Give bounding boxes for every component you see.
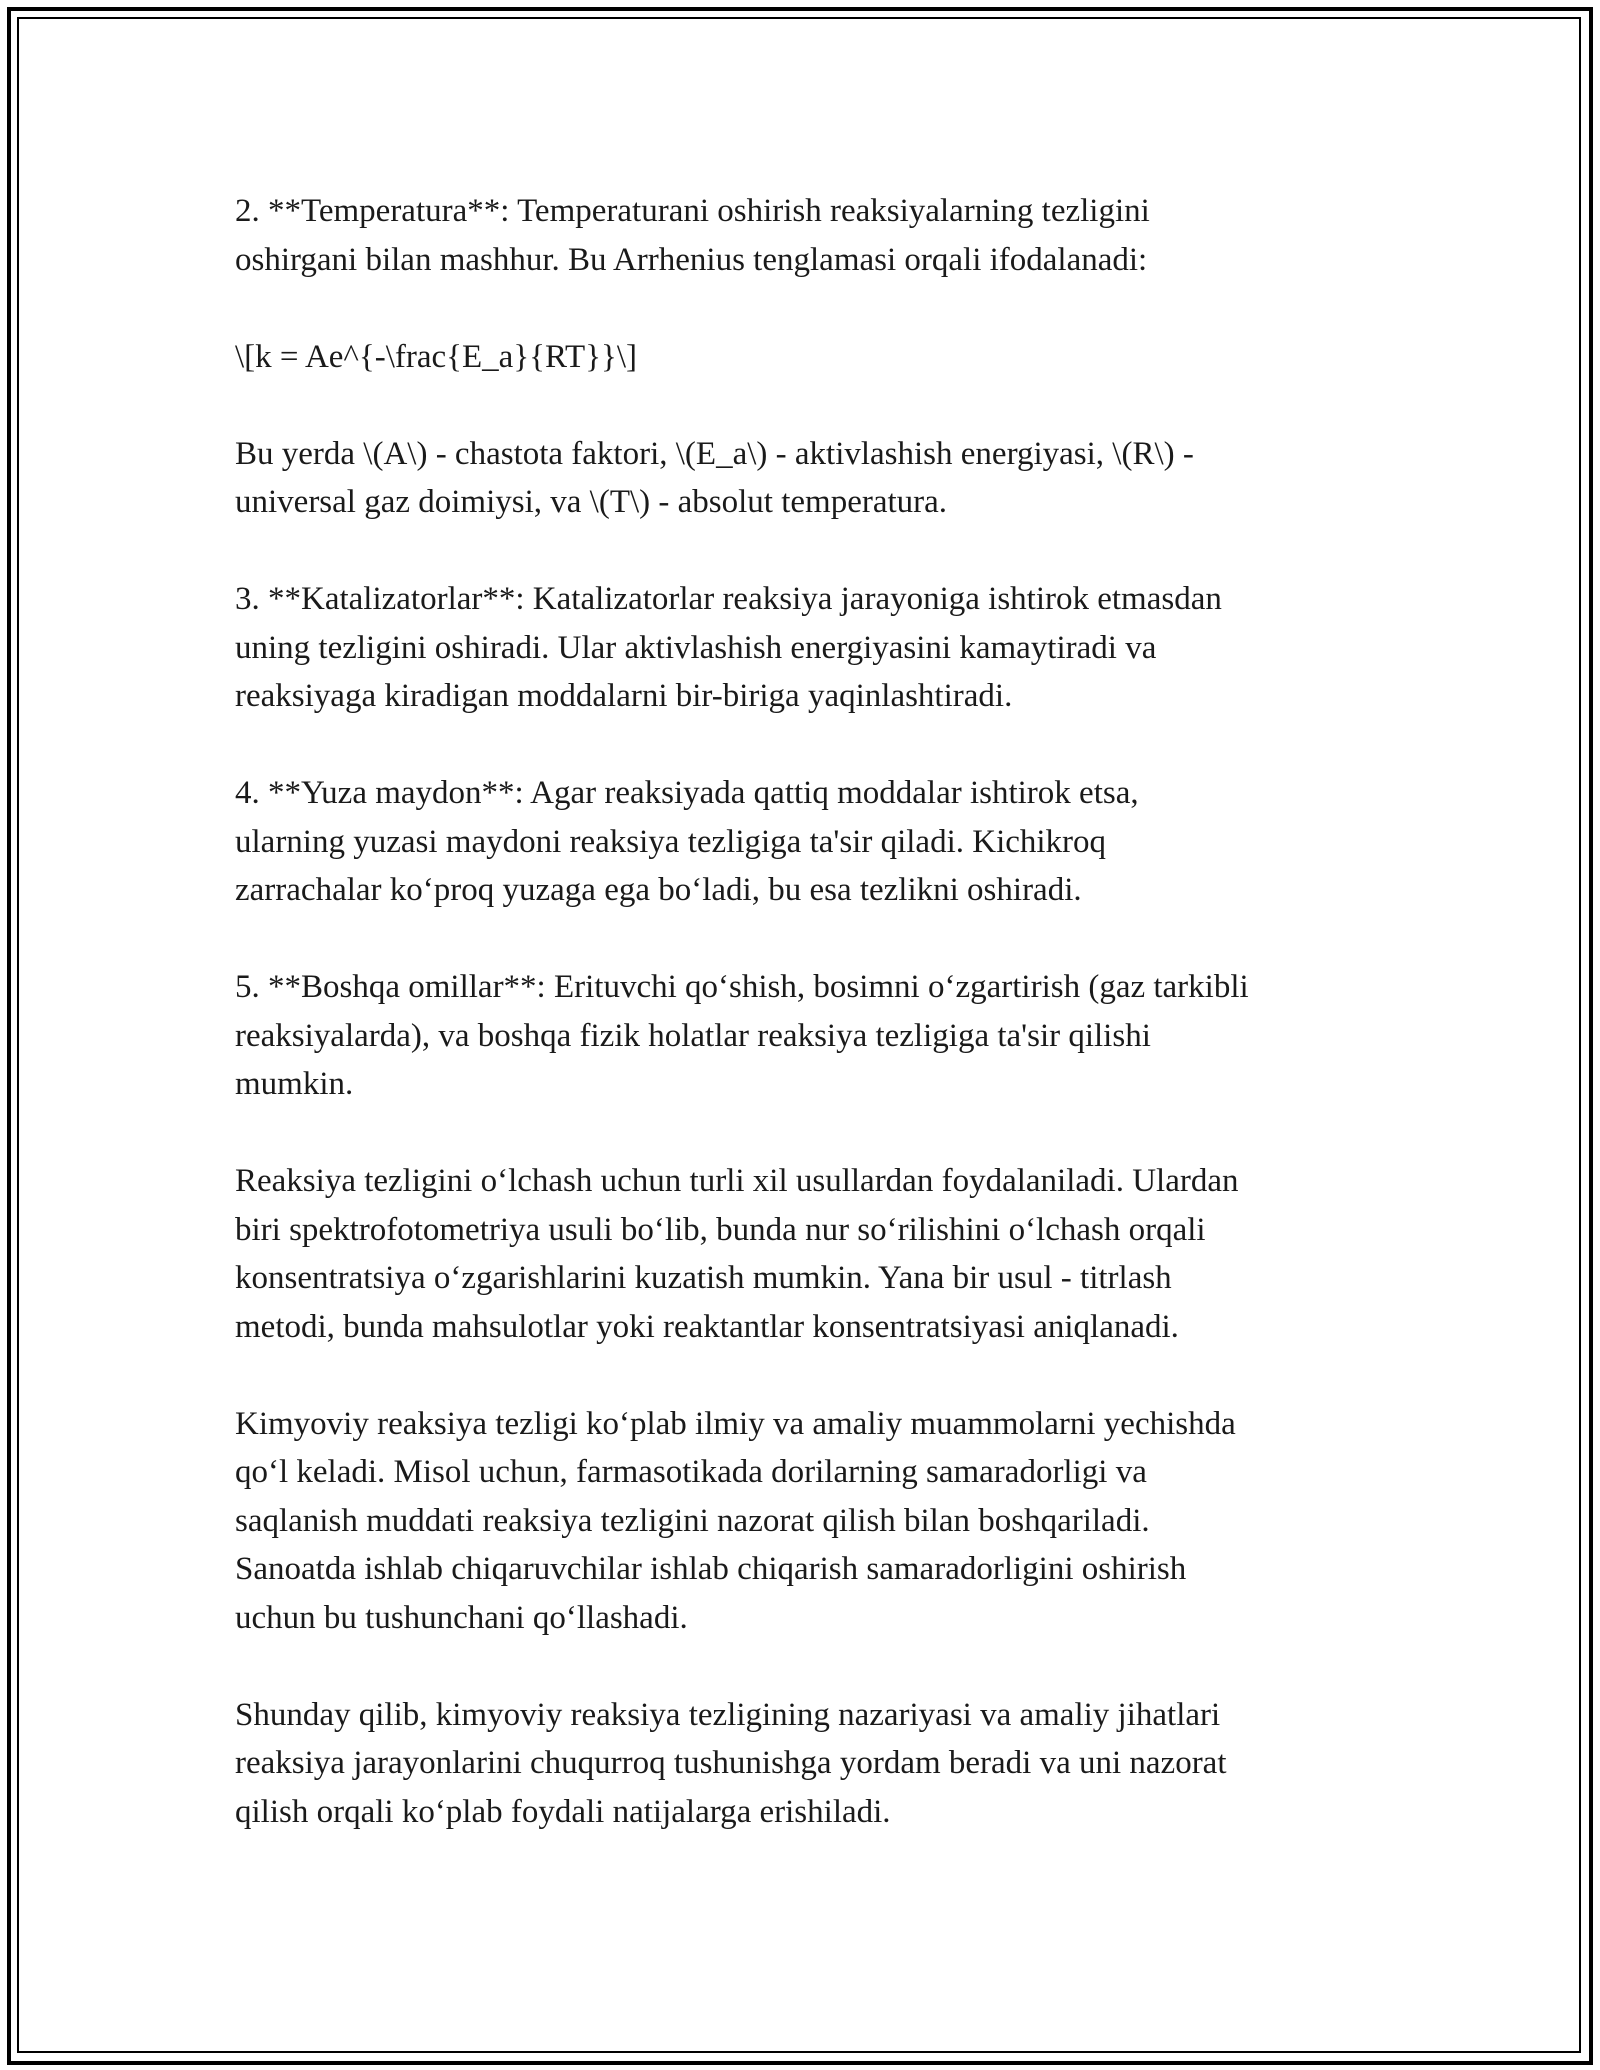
paragraph-equation-terms: Bu yerda \(A\) - chastota faktori, \(E_a\) - aktivlashish energiyasi, \(R\) - universal gaz doimiysi, va \(T\) - absolut temperatura. [235, 435, 1194, 520]
paragraph-boshqa-omillar: 5. **Boshqa omillar**: Erituvchi qoʻshish, bosimni oʻzgartirish (gaz tarkibli reaksiyalarda), va boshqa fizik holatlar reaksiya tezligiga ta'sir qilishi mumkin. [235, 969, 1249, 1102]
document-body [235, 187, 1375, 1836]
paragraph-katalizatorlar: 3. **Katalizatorlar**: Katalizatorlar reaksiya jarayoniga ishtirok etmasdan uning tezligini oshiradi. Ular aktivlashish energiyasini kamaytiradi va reaksiyaga kiradigan moddalarni bir-biriga yaqinlashtiradi. [235, 581, 1222, 714]
paragraph-applications: Kimyoviy reaksiya tezligi koʻplab ilmiy va amaliy muammolarni yechishda qoʻl keladi. Misol uchun, farmasotikada dorilarning samaradorligi va saqlanish muddati reaksiya tezligini nazorat qilish bilan boshqariladi. Sanoatda ishlab chiqaruvchilar ishlab chiqarish samaradorligini oshirish uchun bu tushunchani qoʻllashadi. [235, 1405, 1236, 1636]
paragraph-temperatura: 2. **Temperatura**: Temperaturani oshirish reaksiyalarning tezligini oshirgani bilan mashhur. Bu Arrhenius tenglamasi orqali ifodalanadi: [235, 193, 1150, 278]
arrhenius-equation: \[k = Ae^{-\frac{E_a}{RT}}\] [235, 338, 638, 375]
paragraph-conclusion: Shunday qilib, kimyoviy reaksiya tezligining nazariyasi va amaliy jihatlari reaksiya jarayonlarini chuqurroq tushunishga yordam beradi va uni nazorat qilish orqali koʻplab foydali natijalarga erishiladi. [235, 1696, 1227, 1830]
paragraph-measurement-methods: Reaksiya tezligini oʻlchash uchun turli xil usullardan foydalaniladi. Ulardan biri spektrofotometriya usuli boʻlib, bunda nur soʻrilishini oʻlchash orqali konsentratsiya oʻzgarishlarini kuzatish mumkin. Yana bir usul - titrlash metodi, bunda mahsulotlar yoki reaktantlar konsentratsiyasi aniqlanadi. [235, 1163, 1239, 1345]
paragraph-yuza-maydon: 4. **Yuza maydon**: Agar reaksiyada qattiq moddalar ishtirok etsa, ularning yuzasi maydoni reaksiya tezligiga ta'sir qiladi. Kichikroq zarrachalar koʻproq yuzaga ega boʻladi, bu esa tezlikni oshiradi. [235, 775, 1139, 908]
